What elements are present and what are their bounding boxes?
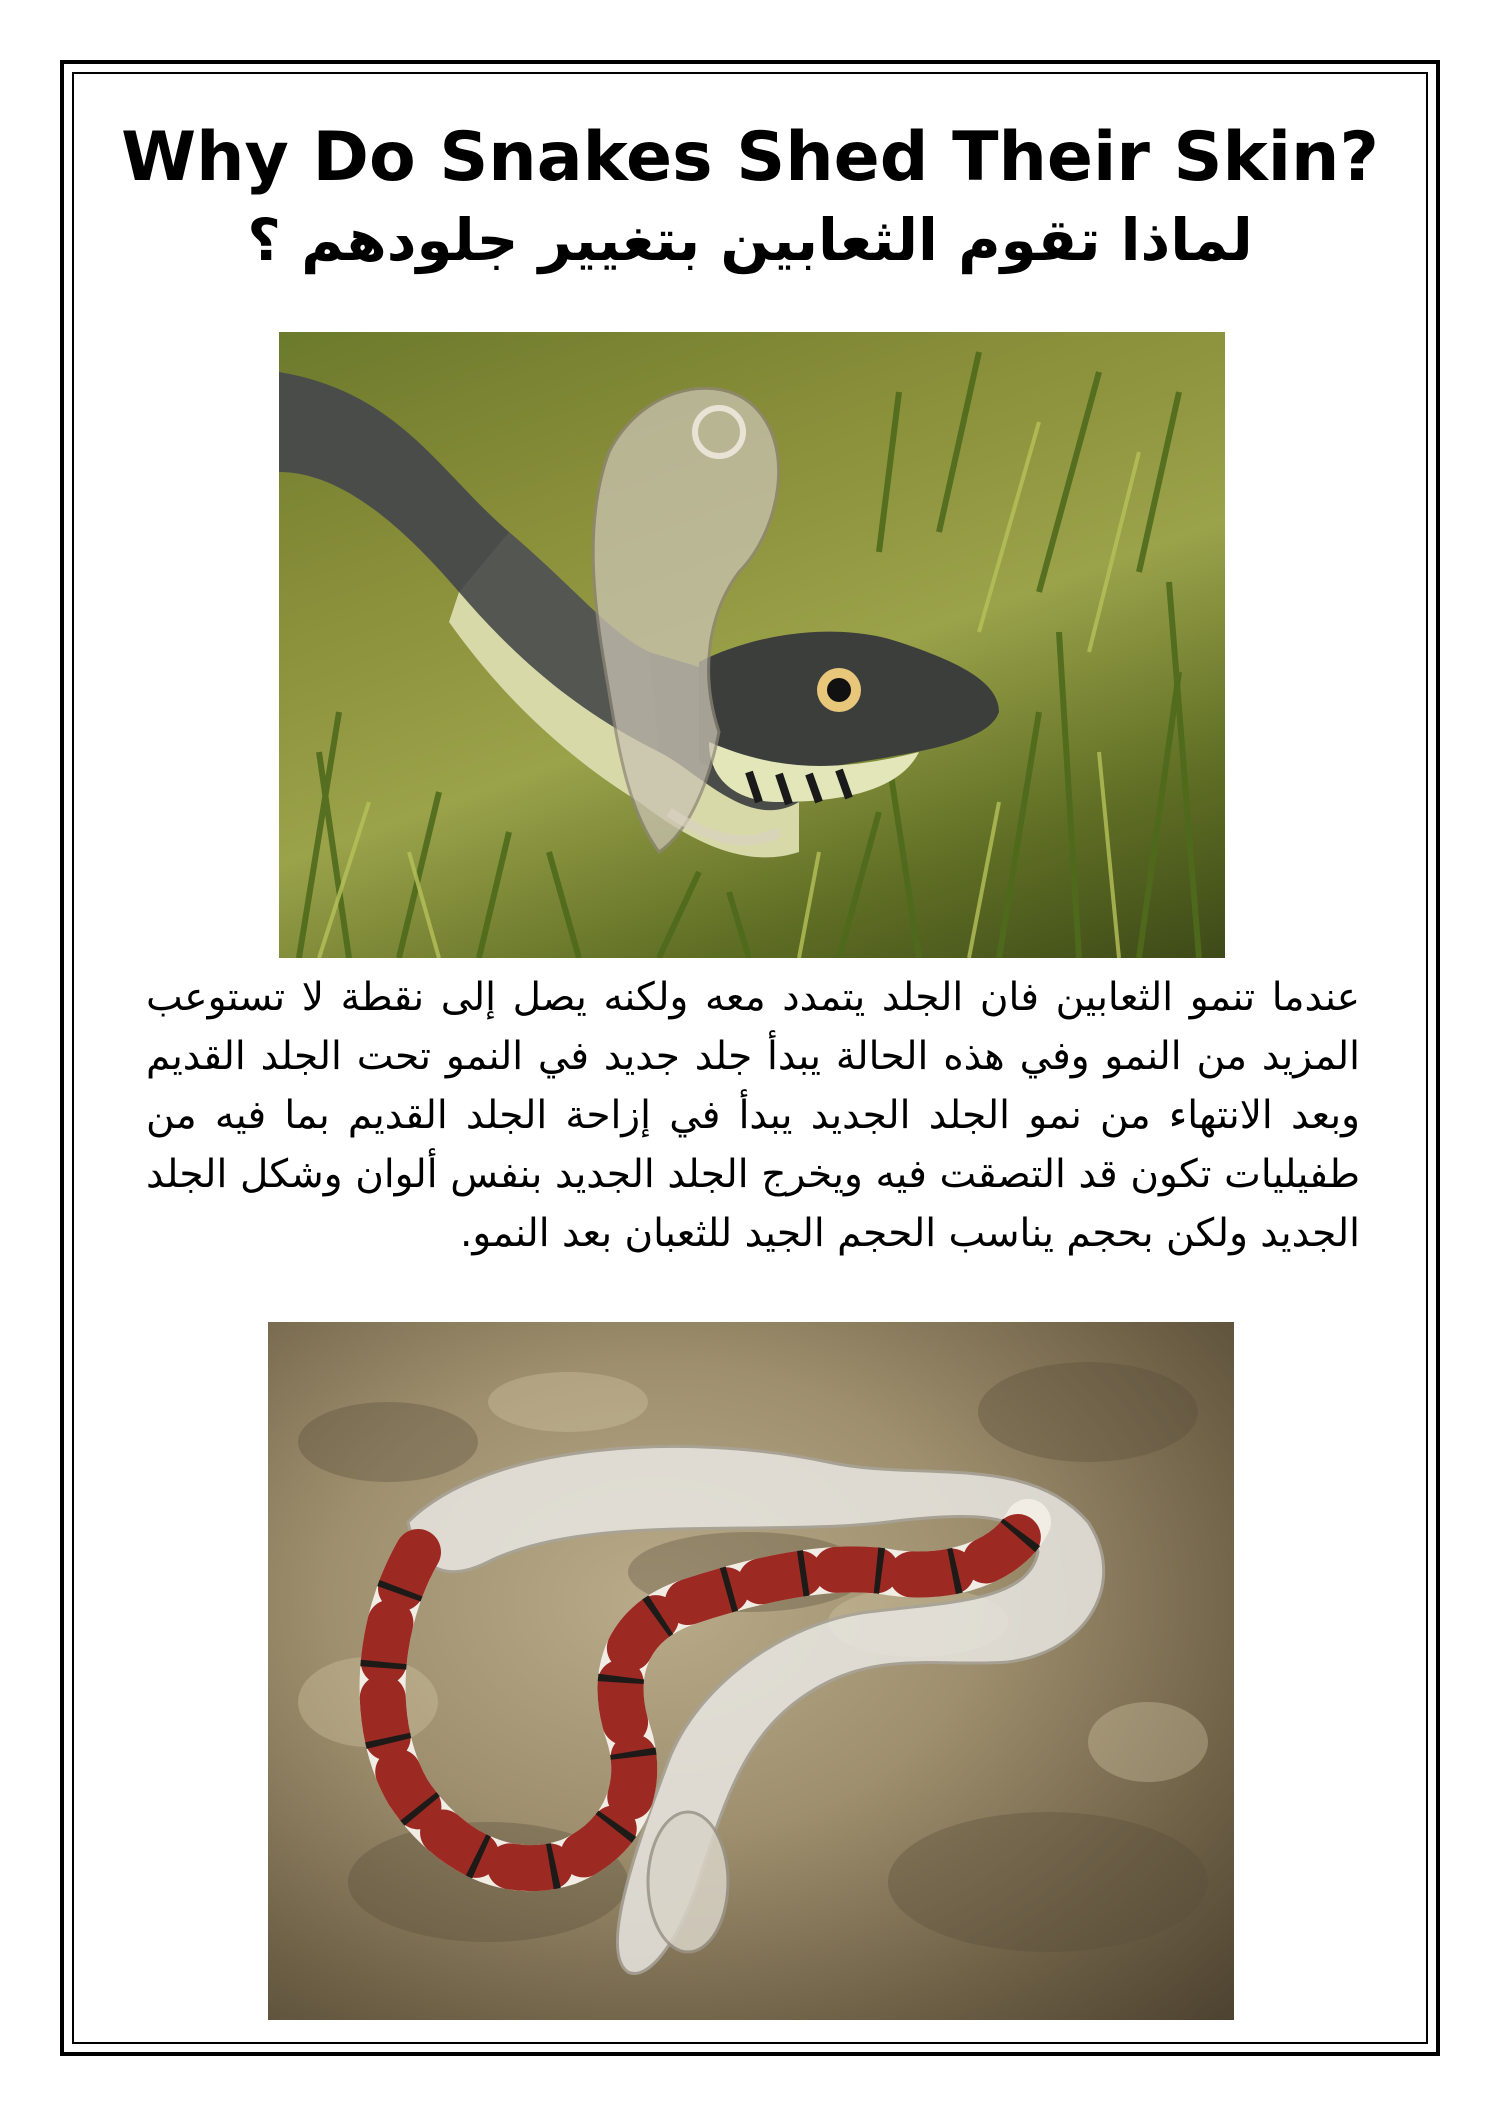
page-title-arabic: لماذا تقوم الثعابين بتغيير جلودهم ؟ bbox=[247, 206, 1253, 274]
milk-snake-shed-photo bbox=[268, 1322, 1234, 2020]
snake-shedding-photo bbox=[279, 332, 1225, 958]
article-body-text: عندما تنمو الثعابين فان الجلد يتمدد معه ولكنه يصل إلى نقطة لا تستوعب المزيد من النمو وفي هذه الحالة يبدأ جلد جديد في النمو تحت الجلد القديم وبعد الانتهاء من نمو الجلد الجديد يبدأ في إزاحة الجلد القديم بما فيه من طفيليات تكون قد التصقت فيه ويخرج الجلد الجديد بنفس ألوان وشكل الجلد الجديد ولكن بحجم يناسب الحجم الجيد للثعبان بعد النمو. bbox=[146, 975, 1360, 1256]
page-title-english: Why Do Snakes Shed Their Skin? bbox=[121, 118, 1379, 197]
